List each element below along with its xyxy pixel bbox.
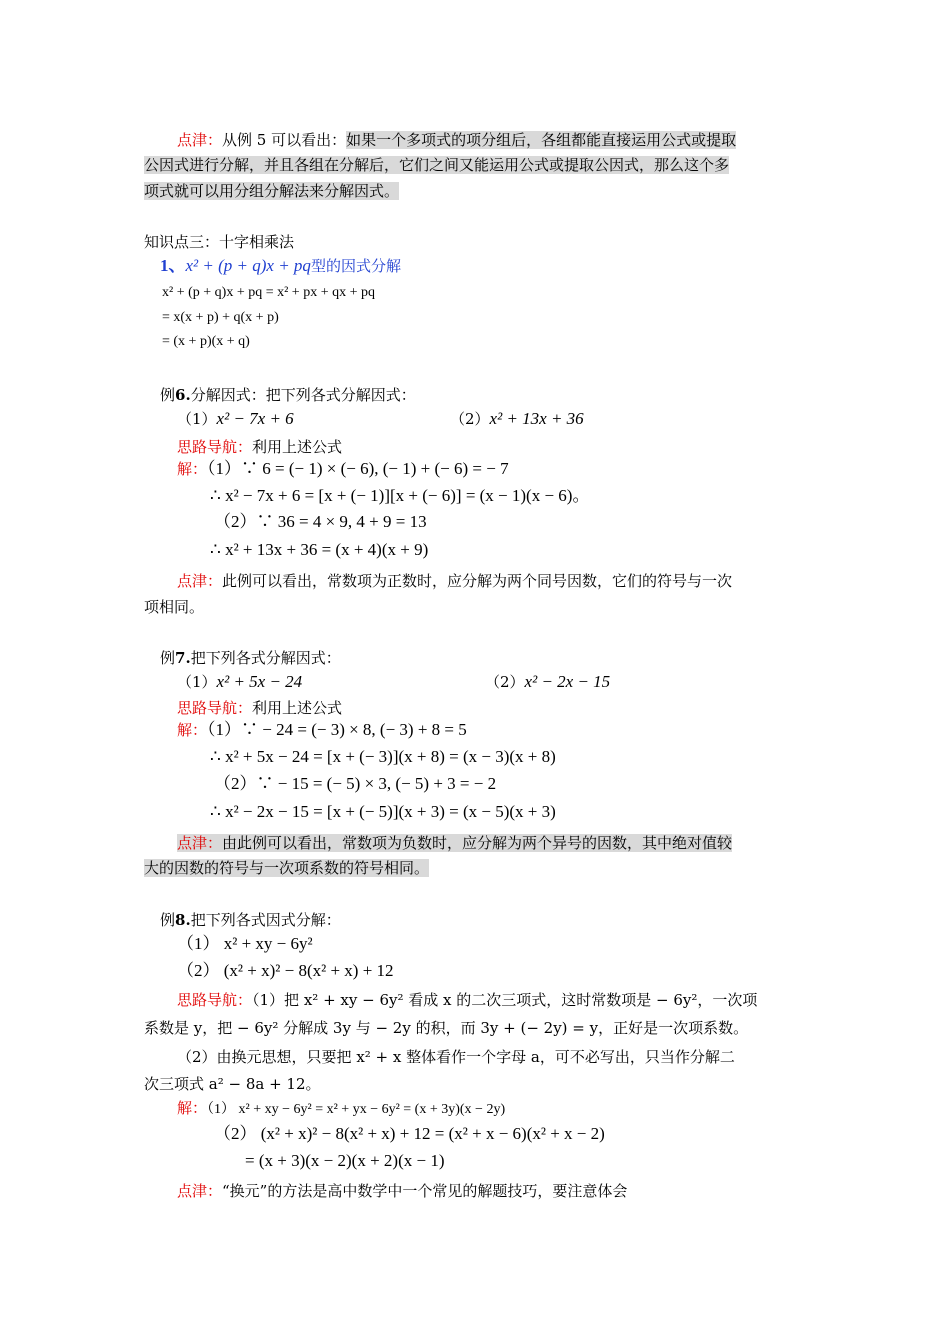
guide-text: （1）把 x² + xy − 6y² 看成 x 的二次三项式，这时常数项是 − 6y²，一次项: [252, 991, 758, 1009]
solution-label: 解：: [177, 460, 208, 478]
guide-text: 系数是 y，把 − 6y² 分解成 3y 与 − 2y 的积，而 3y + (− 2y) = y，正好是一次项系数。: [144, 1019, 749, 1037]
highlighted-text: 公因式进行分解，并且各组在分解后，它们之间又能运用公式或提取公因式，那么这个多: [144, 156, 730, 174]
solution-step: ∴ x² + 5x − 24 = [x + (− 3)](x + 8) = (x − 3)(x + 8): [210, 747, 556, 766]
note-label: 点津：: [177, 572, 223, 590]
solution-line: [177, 719, 467, 741]
note-lead: 从例 5 可以看出：: [222, 131, 347, 149]
question-label: （1）: [177, 673, 217, 691]
solution-line: [177, 458, 509, 480]
note-line: [177, 832, 732, 854]
note-line: 项相同。: [144, 598, 205, 616]
example-text: 把下列各式分解因式：: [190, 649, 341, 667]
note-line: [177, 570, 732, 592]
guide-label: 思路导航：: [177, 991, 253, 1009]
example-number: 8.: [175, 911, 191, 929]
note-text: 此例可以看出，常数项为正数时，应分解为两个同号因数，它们的符号与一次: [222, 572, 733, 590]
question-formula: x² − 2x − 15: [524, 672, 611, 691]
solution-step: = (x + 3)(x − 2)(x + 2)(x − 1): [245, 1151, 445, 1170]
question-formula: x² + 13x + 36: [489, 409, 584, 428]
example-prefix: 例: [160, 386, 176, 404]
question-label: （2）: [450, 410, 490, 428]
question-1: [177, 408, 294, 430]
note-line: [144, 154, 729, 176]
subsection-number: 1、: [160, 256, 186, 275]
question-1: （1） x² + xy − 6y²: [177, 934, 313, 953]
note-label: 点津：: [177, 131, 223, 149]
section-title: 知识点三：十字相乘法: [144, 233, 295, 251]
solution-step: ∴ x² − 2x − 15 = [x + (− 5)](x + 3) = (x − 5)(x + 3): [210, 802, 556, 821]
note-line: [144, 180, 399, 202]
note-text: 大的因数的符号与一次项系数的符号相同。: [144, 859, 430, 877]
example-number: 6.: [175, 386, 191, 404]
solution-step: ∴ x² + 13x + 36 = (x + 4)(x + 9): [210, 540, 429, 559]
example-number: 7.: [175, 649, 191, 667]
formula-line: = (x + p)(x + q): [162, 334, 250, 349]
highlighted-text: 如果一个多项式的项分组后，各组都能直接运用公式或提取: [346, 131, 737, 149]
guide-label: 思路导航：: [177, 438, 253, 456]
guide-line: [177, 697, 342, 719]
solution-step: （1）∵ 6 = (− 1) × (− 6), (− 1) + (− 6) = − 7: [207, 459, 509, 478]
highlighted-text: 项式就可以用分组分解法来分解因式。: [144, 182, 400, 200]
example-text: 分解因式：把下列各式分解因式：: [190, 386, 416, 404]
subsection-title: [160, 255, 401, 277]
guide-line: [177, 436, 342, 458]
guide-text: 次三项式 a² − 8a + 12。: [144, 1075, 321, 1093]
solution-step: （1）∵ − 24 = (− 3) × 8, (− 3) + 8 = 5: [207, 720, 467, 739]
solution-step: （2）∵ − 15 = (− 5) × 3, (− 5) + 3 = − 2: [214, 774, 497, 793]
example-heading: [160, 384, 416, 406]
question-label: （1）: [177, 410, 217, 428]
note-text: 由此例可以看出，常数项为负数时，应分解为两个异号的因数，其中绝对值较: [222, 834, 733, 852]
question-formula: x² − 7x + 6: [216, 409, 294, 428]
example-heading: [160, 647, 341, 669]
example-heading: [160, 909, 341, 931]
guide-text: 利用上述公式: [252, 699, 343, 717]
solution-step: （2）∵ 36 = 4 × 9, 4 + 9 = 13: [214, 512, 427, 531]
question-2: （2） (x² + x)² − 8(x² + x) + 12: [177, 961, 394, 980]
note-line: [177, 129, 736, 151]
formula-line: = x(x + p) + q(x + p): [162, 310, 279, 325]
guide-text: （2）由换元思想，只要把 x² + x 整体看作一个字母 a，可不必写出，只当作分解二: [177, 1048, 735, 1066]
solution-line: [177, 1097, 505, 1121]
note-line: [177, 1180, 627, 1202]
note-text: “换元”的方法是高中数学中一个常见的解题技巧，要注意体会: [222, 1182, 628, 1200]
subsection-text: 型的因式分解: [310, 257, 401, 275]
question-1: [177, 671, 302, 693]
note-label: 点津：: [177, 834, 223, 852]
solution-step: （2） (x² + x)² − 8(x² + x) + 12 = (x² + x − 6)(x² + x − 2): [214, 1124, 605, 1143]
note-line: [144, 857, 429, 879]
question-formula: x² + 5x − 24: [216, 672, 303, 691]
solution-label: 解：: [177, 721, 208, 739]
question-2: [450, 408, 584, 430]
solution-step: （1） x² + xy − 6y² = x² + yx − 6y² = (x + 3y)(x − 2y): [207, 1102, 506, 1117]
question-2: [485, 671, 610, 693]
example-prefix: 例: [160, 911, 176, 929]
example-text: 把下列各式因式分解：: [190, 911, 341, 929]
solution-step: ∴ x² − 7x + 6 = [x + (− 1)][x + (− 6)] = (x − 1)(x − 6)。: [210, 486, 590, 505]
subsection-formula: x² + (p + q)x + pq: [185, 256, 311, 275]
guide-line: [177, 989, 757, 1011]
guide-text: 利用上述公式: [252, 438, 343, 456]
note-label: 点津：: [177, 1182, 223, 1200]
guide-label: 思路导航：: [177, 699, 253, 717]
example-prefix: 例: [160, 649, 176, 667]
formula-line: x² + (p + q)x + pq = x² + px + qx + pq: [162, 285, 375, 300]
solution-label: 解：: [177, 1099, 208, 1117]
question-label: （2）: [485, 673, 525, 691]
